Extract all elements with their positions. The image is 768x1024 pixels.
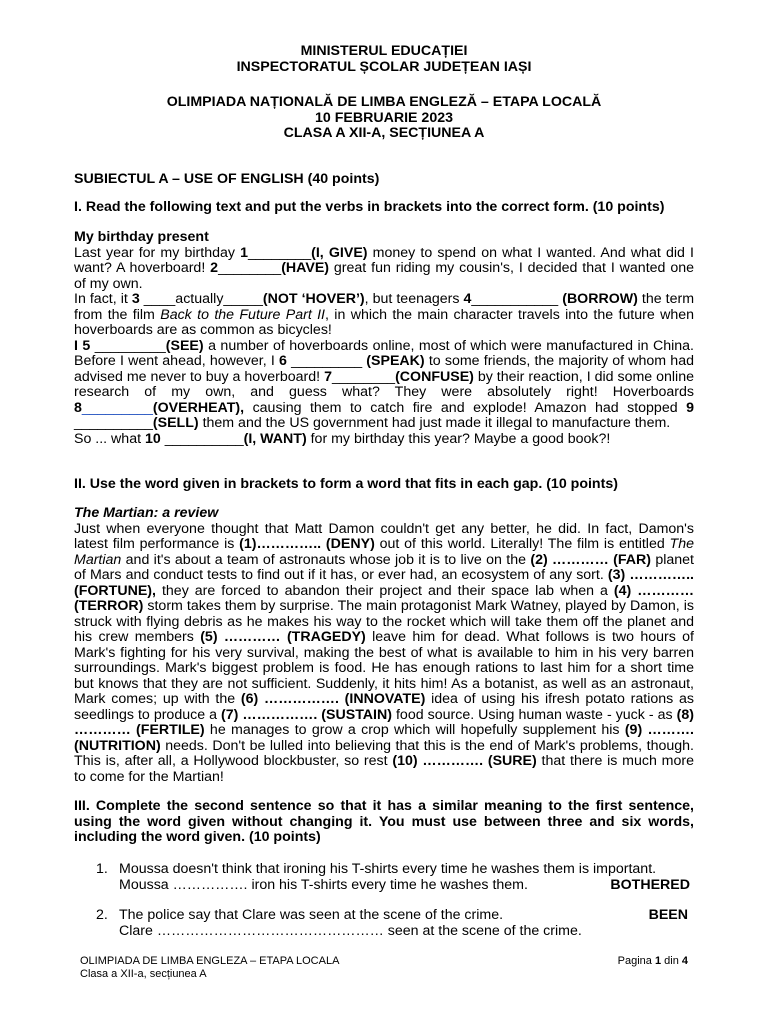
gap-blank: _________ (286, 353, 363, 369)
gap-number: 9 (686, 399, 694, 416)
page-footer (80, 955, 688, 981)
verb-cue: (OVERHEAT), (152, 399, 245, 416)
gap-blank: ___________ (471, 291, 559, 307)
gap-blank: _________ (81, 399, 153, 416)
section2-title: The Martian: a review (74, 505, 219, 521)
transformation-list (74, 862, 694, 939)
olympiad-class: CLASA A XII-A, SECȚIUNEA A (283, 125, 485, 141)
key-word: BOTHERED (610, 876, 690, 893)
gap-number: 3 (131, 291, 140, 307)
text-run: food source. Using human waste - yuck - as (391, 706, 677, 723)
text-run: , in which the main character travels into the future when hoverboards are as common as bicycles! (74, 306, 694, 338)
section1-paragraph-1 (74, 246, 694, 293)
gap-number: 6 (279, 353, 287, 369)
page-label: Pagina (617, 955, 655, 967)
word-cue: (7) ……………. (SUSTAIN) (221, 706, 392, 723)
item-number: 1. (96, 861, 108, 877)
verb-cue: (SPEAK) (362, 353, 425, 369)
subject-title: SUBIECTUL A – USE OF ENGLISH (40 points) (74, 171, 380, 187)
text-run: out of this world. Literally! The film is entitled (374, 536, 670, 552)
gap-blank: ________ (248, 244, 312, 261)
text-run: idea of using his ifresh potato rations as seedlings to produce a (74, 691, 694, 723)
section2-instruction: II. Use the word given in brackets to form a word that fits in each gap. (10 points) (74, 476, 618, 492)
verb-cue: (I, GIVE) (311, 244, 368, 261)
text-run: they are forced to abandon their project and their space lab when a (155, 582, 614, 599)
text-run: leave him for dead. What follows is two hours of Mark's fighting for his very survival, making the best of what is available to him in his very barren surroundings. Mark's biggest problem is food. He has enough rations to last him for a short time but knows that they are not sufficient. Suddenly, it hits him! As a botanist, as well as an astronaut, Mark comes; up with the (74, 629, 694, 707)
footer-title: OLIMPIADA DE LIMBA ENGLEZA – ETAPA LOCALA (80, 955, 340, 967)
ministry-name: MINISTERUL EDUCAȚIEI (300, 43, 468, 59)
text-run: planet of Mars and conduct tests to find out if it has, or ever had, an ecosystem of any sort. (74, 551, 694, 583)
total-pages: 4 (681, 955, 688, 967)
section1-paragraph-4 (74, 432, 694, 448)
olympiad-date: 10 FEBRUARIE 2023 (315, 109, 453, 126)
word-cue: (1)………….. (DENY) (239, 536, 375, 552)
list-item (74, 862, 694, 893)
text-run: to some friends, the majority of whom had advised me never to buy a hoverboard! (74, 353, 694, 385)
gap-number: 7 (324, 368, 332, 385)
first-sentence: Moussa doesn't think that ironing his T-shirts every time he washes them is important. (119, 861, 657, 877)
section1-paragraph-3 (74, 339, 694, 432)
page-number (618, 955, 688, 968)
text-run: he manages to grow a crop which will hopefully supplement his (204, 722, 625, 738)
text-run: , but teenagers (364, 291, 464, 307)
section2-paragraph (74, 522, 694, 786)
section1-paragraph-2 (74, 292, 694, 339)
text-run: money to spend on what I wanted. And what did I want? A hoverboard! (74, 244, 694, 276)
text-run: So ... what (74, 430, 145, 447)
section1-instruction: I. Read the following text and put the verbs in brackets into the correct form. (10 points) (74, 199, 665, 215)
item-number: 2. (96, 907, 108, 923)
word-cue: (10) …………. (SURE) (392, 753, 537, 769)
text-run: and it's about a team of astronauts whose job it is to live on the (121, 551, 531, 568)
gap-blank: ________ (331, 368, 396, 385)
text-run: a number of hoverboards online, most of which were manufactured in China. Before I went ahead, however, I (74, 337, 694, 369)
second-sentence-row (119, 878, 694, 894)
inspectorate-name: INSPECTORATUL ȘCOLAR JUDEȚEAN IAȘI (236, 58, 532, 75)
text-run: them and the US government had just made it illegal to manufacture them. (198, 415, 671, 431)
word-cue: (3) ………….. (FORTUNE), (74, 567, 694, 599)
film-title: Back to the Future Part II (160, 306, 326, 323)
gap-number: 8 (74, 399, 82, 416)
gap-number: 1 (240, 244, 249, 261)
gap-blank: _________ (90, 337, 166, 354)
first-sentence: The police say that Clare was seen at the scene of the crime. (119, 907, 504, 923)
word-cue: (9) ………. (NUTRITION) (74, 722, 694, 754)
gap-number: 2 (210, 260, 219, 276)
text-run: needs. Don't be lulled into believing that this is the end of Mark's problems, though. This is, after all, a Hollywood blockbuster, so rest (74, 737, 694, 769)
verb-cue: (SEE) (165, 337, 204, 354)
footer-class: Clasa a XII-a, secțiunea A (80, 968, 207, 980)
text-run: great fun riding my cousin's, I decided that I wanted one of my own. (74, 260, 694, 292)
gap-blank: __________ (74, 415, 153, 431)
section1-title: My birthday present (74, 229, 209, 245)
text-run: Last year for my birthday (74, 244, 241, 261)
text-run: for my birthday this year? Maybe a good book?! (306, 430, 611, 447)
ministry-header (0, 44, 768, 75)
section1-text (74, 230, 694, 447)
text-run: Just when everyone thought that Matt Damon couldn't get any better, he did. In fact, Damon's latest film performance is (74, 520, 694, 552)
second-sentence: Moussa ……………. iron his T-shirts every time he washes them. (119, 876, 528, 893)
olympiad-title: OLIMPIADA NAȚIONALĂ DE LIMBA ENGLEZĂ – ETAPA LOCALĂ (166, 94, 602, 110)
verb-cue: (HAVE) (281, 260, 330, 276)
page-sep: din (661, 955, 682, 967)
word-cue: (2) ………… (530, 551, 614, 568)
word-cue: (6) ……………. (INNOVATE) (240, 691, 426, 707)
list-item (74, 908, 694, 939)
gap-blank: ____actually_____ (139, 291, 263, 307)
key-word: BEEN (648, 907, 688, 923)
section3-instruction: III. Complete the second sentence so that it has a similar meaning to the first sentence, using the word given without changing it. You must use between three and six words, including the word given. (10 points) (74, 798, 694, 845)
gap-number: 5 (82, 337, 91, 354)
word-cue: (8) ………… (FERTILE) (74, 706, 694, 738)
verb-cue: (NOT ‘HOVER’) (262, 291, 365, 307)
section2-text (74, 506, 694, 785)
current-page: 1 (654, 955, 662, 967)
text-run: In fact, it (74, 291, 132, 307)
word-cue: (FAR) (613, 551, 651, 568)
film-title: The Martian (74, 536, 694, 568)
word-cue: (4) ………… (TERROR) (74, 582, 694, 614)
word-cue: (5) ………… (TRAGEDY) (200, 629, 366, 645)
gap-blank: ________ (218, 260, 282, 276)
text-run: the term from the film (74, 291, 695, 323)
first-sentence-row (119, 908, 694, 924)
text-run: by their reaction, I did some online research of my own, and guess what? They were absolutely right! Hoverboards (74, 368, 694, 400)
olympiad-header (0, 95, 768, 142)
gap-blank: __________ (160, 430, 244, 447)
verb-cue: (SELL) (152, 415, 199, 431)
verb-cue: (CONFUSE) (395, 368, 474, 385)
gap-number: 10 (144, 430, 161, 447)
text-run: storm takes them by surprise. The main protagonist Mark Watney, played by Damon, is struck with flying debris as he makes his way to the rocket which will take them off the planet and his crew members (74, 598, 694, 645)
verb-cue: (I, WANT) (243, 430, 307, 447)
second-sentence: Clare ………………………………………… seen at the scene of the crime. (119, 922, 582, 939)
text-run: that there is much more to come for the Martian! (74, 753, 694, 785)
verb-cue: (BORROW) (558, 291, 638, 307)
gap-number: 4 (463, 291, 472, 307)
text-run: I (74, 337, 83, 354)
text-run: causing them to catch fire and explode! Amazon had stopped (244, 399, 687, 416)
